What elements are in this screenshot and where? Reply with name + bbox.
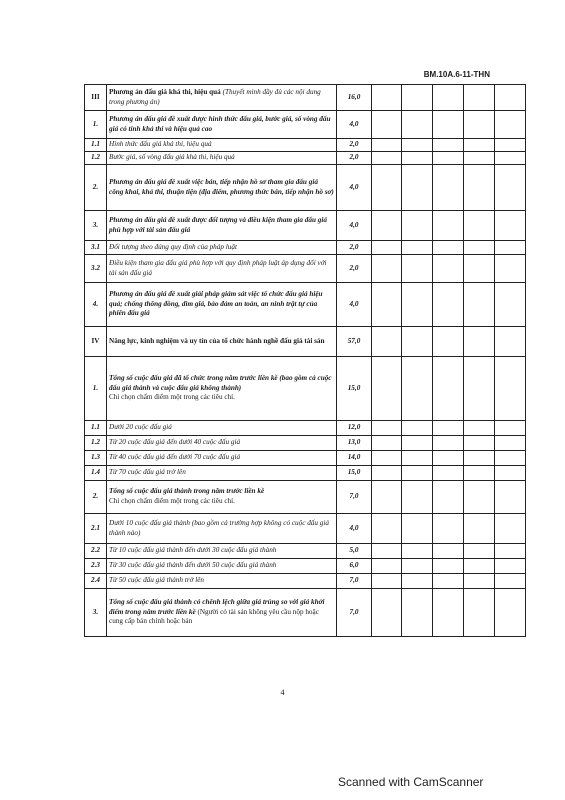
score-cell xyxy=(402,544,433,559)
score-cell xyxy=(433,514,464,544)
score-cell xyxy=(372,255,402,283)
criteria-row xyxy=(85,481,526,514)
page-number: 4 xyxy=(280,688,285,697)
criteria-text: Điều kiện tham gia đấu giá phù hợp với quy định pháp luật áp dụng đối với tài sản đấu giá xyxy=(109,258,327,277)
criteria-row xyxy=(85,559,526,574)
score-cell xyxy=(433,466,464,481)
criteria-row xyxy=(85,574,526,589)
score-cell xyxy=(464,211,495,241)
score-cell xyxy=(402,139,433,152)
score-cell xyxy=(464,241,495,255)
criteria-description xyxy=(107,481,337,514)
score-cell xyxy=(433,283,464,327)
criteria-number: 1.2 xyxy=(85,152,107,165)
criteria-description xyxy=(107,357,337,421)
criteria-text: Hình thức đấu giá khả thi, hiệu quả xyxy=(109,140,212,149)
max-score: 57,0 xyxy=(337,327,372,357)
score-cell xyxy=(464,357,495,421)
score-cell xyxy=(464,165,495,211)
criteria-text: Phương án đấu giá đề xuất việc bán, tiếp nhận hồ sơ tham gia đấu giá công khai, khả thi, thuận tiện (địa điểm, phương thức bán, tiếp nhận hồ sơ) xyxy=(109,177,334,196)
score-cell xyxy=(433,327,464,357)
score-cell xyxy=(433,357,464,421)
score-cell xyxy=(402,481,433,514)
score-cell xyxy=(402,466,433,481)
score-cell xyxy=(495,85,526,111)
criteria-instruction: Chỉ chọn chấm điểm một trong các tiêu chí. xyxy=(109,393,235,402)
criteria-number: 2. xyxy=(85,165,107,211)
score-cell xyxy=(372,211,402,241)
criteria-row xyxy=(85,139,526,152)
criteria-text: Từ 40 cuộc đấu giá đến dưới 70 cuộc đấu giá xyxy=(109,453,241,462)
score-cell xyxy=(402,152,433,165)
score-cell xyxy=(464,436,495,451)
score-cell xyxy=(402,574,433,589)
score-cell xyxy=(495,466,526,481)
score-cell xyxy=(495,436,526,451)
max-score: 2,0 xyxy=(337,152,372,165)
score-cell xyxy=(464,139,495,152)
score-cell xyxy=(372,241,402,255)
criteria-description xyxy=(107,283,337,327)
score-cell xyxy=(433,451,464,466)
score-cell xyxy=(402,111,433,139)
criteria-description xyxy=(107,255,337,283)
criteria-number: 2.1 xyxy=(85,514,107,544)
score-cell xyxy=(433,111,464,139)
criteria-number: 1.4 xyxy=(85,466,107,481)
score-cell xyxy=(495,574,526,589)
criteria-instruction: Chỉ chọn chấm điểm một trong các tiêu chí. xyxy=(109,497,235,505)
criteria-row xyxy=(85,357,526,421)
score-cell xyxy=(495,241,526,255)
score-cell xyxy=(464,283,495,327)
score-cell xyxy=(402,559,433,574)
criteria-number: 4. xyxy=(85,283,107,327)
criteria-number: 2.2 xyxy=(85,544,107,559)
score-cell xyxy=(433,165,464,211)
max-score: 7,0 xyxy=(337,481,372,514)
criteria-number: 3.2 xyxy=(85,255,107,283)
criteria-number: 1.1 xyxy=(85,139,107,152)
score-cell xyxy=(402,85,433,111)
score-cell xyxy=(372,421,402,436)
criteria-number: 1.2 xyxy=(85,436,107,451)
max-score: 4,0 xyxy=(337,514,372,544)
score-cell xyxy=(464,574,495,589)
criteria-text: Phương án đấu giá khả thi, hiệu quả xyxy=(109,87,221,96)
score-cell xyxy=(372,327,402,357)
score-cell xyxy=(402,241,433,255)
score-cell xyxy=(372,466,402,481)
score-cell xyxy=(495,589,526,637)
score-cell xyxy=(433,574,464,589)
score-cell xyxy=(402,165,433,211)
criteria-description xyxy=(107,574,337,589)
criteria-description xyxy=(107,165,337,211)
criteria-text: Tổng số cuộc đấu giá thành có chênh lệch giữa giá trúng so với giá khởi điểm trong năm trước liền kề xyxy=(109,597,325,616)
score-cell xyxy=(372,111,402,139)
criteria-row xyxy=(85,211,526,241)
criteria-description xyxy=(107,421,337,436)
max-score: 16,0 xyxy=(337,85,372,111)
score-cell xyxy=(433,559,464,574)
score-cell xyxy=(402,211,433,241)
score-cell xyxy=(464,85,495,111)
score-cell xyxy=(402,283,433,327)
max-score: 7,0 xyxy=(337,574,372,589)
criteria-row xyxy=(85,451,526,466)
criteria-text: Phương án đấu giá đề xuất được hình thức đấu giá, bước giá, số vòng đấu giá có tính khả thi và hiệu quả cao xyxy=(109,114,331,133)
score-cell xyxy=(372,451,402,466)
criteria-description xyxy=(107,211,337,241)
max-score: 2,0 xyxy=(337,255,372,283)
score-cell xyxy=(372,139,402,152)
criteria-row xyxy=(85,283,526,327)
criteria-description xyxy=(107,544,337,559)
criteria-number: III xyxy=(85,85,107,111)
score-cell xyxy=(372,357,402,421)
max-score: 13,0 xyxy=(337,436,372,451)
score-cell xyxy=(372,574,402,589)
max-score: 4,0 xyxy=(337,211,372,241)
criteria-description xyxy=(107,451,337,466)
max-score: 2,0 xyxy=(337,139,372,152)
criteria-text: Dưới 10 cuộc đấu giá thành (bao gồm cả trường hợp không có cuộc đấu giá thành nào) xyxy=(109,518,329,537)
score-cell xyxy=(464,481,495,514)
score-cell xyxy=(433,481,464,514)
score-cell xyxy=(433,436,464,451)
score-cell xyxy=(464,589,495,637)
criteria-text: Năng lực, kinh nghiệm và uy tín của tổ chức hành nghề đấu giá tài sản xyxy=(109,336,325,345)
score-cell xyxy=(433,241,464,255)
criteria-text: Đối tượng theo đúng quy định của pháp luật xyxy=(109,242,237,251)
score-cell xyxy=(433,544,464,559)
score-cell xyxy=(464,559,495,574)
criteria-number: 2.3 xyxy=(85,559,107,574)
max-score: 12,0 xyxy=(337,421,372,436)
criteria-number: 2.4 xyxy=(85,574,107,589)
score-cell xyxy=(402,451,433,466)
criteria-text: Dưới 20 cuộc đấu giá xyxy=(109,423,172,432)
criteria-table xyxy=(84,84,526,637)
score-cell xyxy=(402,255,433,283)
criteria-row xyxy=(85,111,526,139)
max-score: 4,0 xyxy=(337,165,372,211)
criteria-text: Từ 70 cuộc đấu giá trở lên xyxy=(109,468,186,477)
score-cell xyxy=(464,111,495,139)
criteria-number: 3.1 xyxy=(85,241,107,255)
criteria-row xyxy=(85,85,526,111)
max-score: 15,0 xyxy=(337,357,372,421)
criteria-text: Từ 50 cuộc đấu giá thành trở lên xyxy=(109,576,204,585)
criteria-description xyxy=(107,436,337,451)
score-cell xyxy=(372,559,402,574)
criteria-text: Từ 30 cuộc đấu giá thành đến dưới 50 cuộc đấu giá thành xyxy=(109,561,277,570)
score-cell xyxy=(372,85,402,111)
score-cell xyxy=(433,589,464,637)
criteria-number: 1.1 xyxy=(85,421,107,436)
score-cell xyxy=(495,481,526,514)
criteria-row xyxy=(85,255,526,283)
criteria-row xyxy=(85,466,526,481)
max-score: 2,0 xyxy=(337,241,372,255)
criteria-row xyxy=(85,436,526,451)
criteria-text: Từ 10 cuộc đấu giá thành đến dưới 30 cuộc đấu giá thành xyxy=(109,546,277,555)
document-code: BM.10A.6-11-THN xyxy=(423,70,490,79)
score-cell xyxy=(402,436,433,451)
score-cell xyxy=(495,357,526,421)
max-score: 4,0 xyxy=(337,111,372,139)
criteria-text: Tổng số cuộc đấu giá đã tổ chức trong năm trước liền kề (bao gồm cả cuộc đấu giá thành và cuộc đấu giá không thành) xyxy=(109,373,332,392)
score-cell xyxy=(464,466,495,481)
max-score: 7,0 xyxy=(337,589,372,637)
score-cell xyxy=(464,451,495,466)
score-cell xyxy=(495,559,526,574)
score-cell xyxy=(402,357,433,421)
score-cell xyxy=(495,111,526,139)
score-cell xyxy=(495,544,526,559)
criteria-row xyxy=(85,241,526,255)
score-cell xyxy=(495,327,526,357)
criteria-description xyxy=(107,589,337,637)
score-cell xyxy=(372,544,402,559)
score-cell xyxy=(402,514,433,544)
criteria-row xyxy=(85,327,526,357)
score-cell xyxy=(402,589,433,637)
criteria-number: 3. xyxy=(85,211,107,241)
score-cell xyxy=(402,421,433,436)
score-cell xyxy=(372,589,402,637)
max-score: 14,0 xyxy=(337,451,372,466)
criteria-description xyxy=(107,85,337,111)
max-score: 15,0 xyxy=(337,466,372,481)
score-cell xyxy=(495,451,526,466)
criteria-number: 2. xyxy=(85,481,107,514)
score-cell xyxy=(372,165,402,211)
criteria-number: 1.3 xyxy=(85,451,107,466)
criteria-description xyxy=(107,514,337,544)
score-cell xyxy=(464,255,495,283)
criteria-description xyxy=(107,327,337,357)
criteria-table-body xyxy=(85,85,526,637)
max-score: 6,0 xyxy=(337,559,372,574)
criteria-number: IV xyxy=(85,327,107,357)
score-cell xyxy=(372,283,402,327)
criteria-text: Phương án đấu giá đề xuất giải pháp giám sát việc tổ chức đấu giá hiệu quả; chống thông đồng, dìm giá, bảo đảm an toàn, an ninh trật tự của phiên đấu giá xyxy=(109,289,323,318)
score-cell xyxy=(433,255,464,283)
criteria-description xyxy=(107,111,337,139)
criteria-row xyxy=(85,152,526,165)
criteria-row xyxy=(85,544,526,559)
criteria-number: 1. xyxy=(85,111,107,139)
score-cell xyxy=(372,152,402,165)
score-cell xyxy=(433,421,464,436)
criteria-description xyxy=(107,152,337,165)
max-score: 5,0 xyxy=(337,544,372,559)
score-cell xyxy=(402,327,433,357)
score-cell xyxy=(495,165,526,211)
criteria-text: Từ 20 cuộc đấu giá đến dưới 40 cuộc đấu giá xyxy=(109,438,241,447)
score-cell xyxy=(495,255,526,283)
score-cell xyxy=(433,139,464,152)
criteria-row xyxy=(85,165,526,211)
criteria-note: (Thuyết minh đầy đủ các nội dung trong phương án) xyxy=(109,87,321,106)
score-cell xyxy=(495,514,526,544)
criteria-row xyxy=(85,514,526,544)
criteria-row xyxy=(85,589,526,637)
criteria-description xyxy=(107,139,337,152)
score-cell xyxy=(372,514,402,544)
score-cell xyxy=(495,139,526,152)
score-cell xyxy=(464,544,495,559)
criteria-description xyxy=(107,241,337,255)
score-cell xyxy=(372,481,402,514)
criteria-text: Tổng số cuộc đấu giá thành trong năm trước liền kề xyxy=(109,487,265,496)
score-cell xyxy=(433,85,464,111)
criteria-number: 3. xyxy=(85,589,107,637)
criteria-number: 1. xyxy=(85,357,107,421)
score-cell xyxy=(464,421,495,436)
criteria-description xyxy=(107,559,337,574)
criteria-text: Phương án đấu giá đề xuất được đối tượng và điều kiện tham gia đấu giá phù hợp với tài sản đấu giá xyxy=(109,215,327,234)
criteria-text: Bước giá, số vòng đấu giá khả thi, hiệu quả xyxy=(109,153,235,162)
score-cell xyxy=(495,211,526,241)
criteria-row xyxy=(85,421,526,436)
criteria-description xyxy=(107,466,337,481)
max-score: 4,0 xyxy=(337,283,372,327)
score-cell xyxy=(372,436,402,451)
criteria-remark: (Người có tài sản không yêu cầu nộp hoặc cung cấp bản chính hoặc bản xyxy=(109,607,319,626)
score-cell xyxy=(495,421,526,436)
score-cell xyxy=(464,514,495,544)
score-cell xyxy=(433,152,464,165)
scanner-watermark: Scanned with CamScanner xyxy=(338,775,484,789)
score-cell xyxy=(495,152,526,165)
score-cell xyxy=(464,327,495,357)
score-cell xyxy=(433,211,464,241)
score-cell xyxy=(464,152,495,165)
score-cell xyxy=(495,283,526,327)
